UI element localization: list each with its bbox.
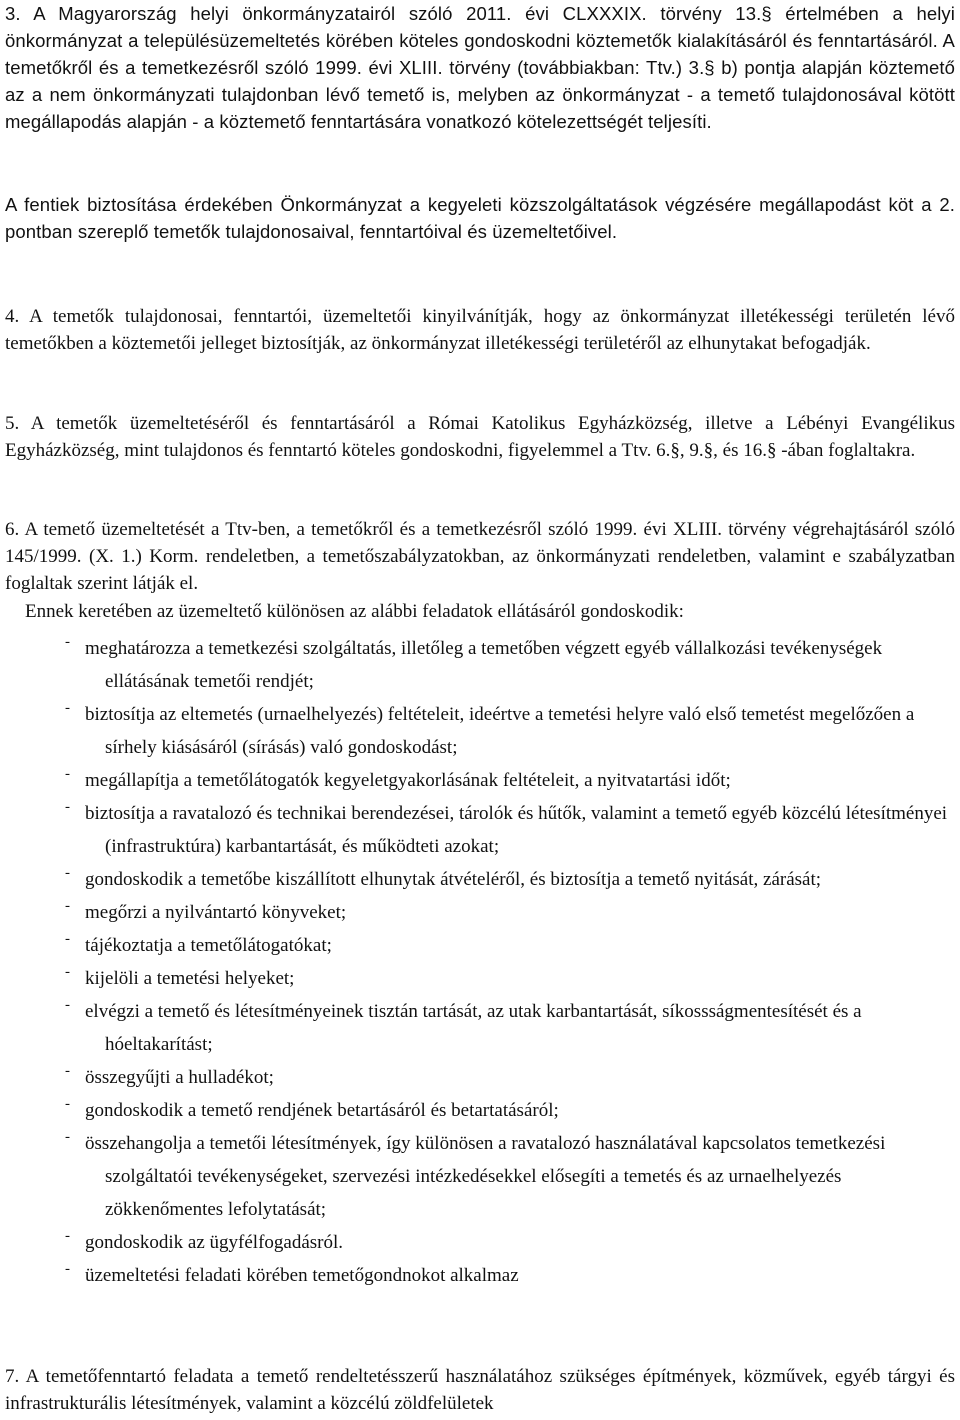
paragraph-3-agreement: A fentiek biztosítása érdekében Önkormányzat a kegyeleti közszolgáltatások végzésére megállapodást köt a 2. pontban szereplő temetők tulajdonosaival, fenntartóival és üzemeltetőivel. [5,194,955,242]
task-list-item [65,863,960,896]
task-list-item [65,995,960,1061]
task-list [65,632,960,1292]
paragraph-6: 6. A temető üzemeltetését a Ttv-ben, a temetőkről és a temetkezésről szóló 1999. évi XLIII. törvény végrehajtásáról szóló 145/1999. (X. 1.) Korm. rendeletben, a temetőszabályzatokban, az önkormányzati rendeletben, valamint e szabályzatban foglaltak szerint látják el. [5,519,955,594]
task-text: gondoskodik a temetőbe kiszállított elhunytak átvételéről, és biztosítja a temető nyitását, zárását; [85,869,822,890]
task-list-item [65,1061,960,1094]
list-dash-marker: - [65,997,70,1013]
task-list-item [65,896,960,929]
task-list-item [65,929,960,962]
task-text: kijelöli a temetési helyeket; [85,968,295,989]
list-dash-marker: - [65,964,70,980]
list-dash-marker: - [65,634,70,650]
task-text: tájékoztatja a temetőlátogatókat; [85,935,332,956]
list-dash-marker: - [65,1063,70,1079]
paragraph-6-intro: Ennek keretében az üzemeltető különösen az alábbi feladatok ellátásáról gondoskodik: [25,601,684,622]
task-text: üzemeltetési feladati körében temetőgondnokot alkalmaz [85,1265,519,1286]
task-text: gondoskodik a temető rendjének betartásáról és betartatásáról; [85,1100,559,1121]
list-dash-marker: - [65,865,70,881]
list-dash-marker: - [65,1228,70,1244]
list-dash-marker: - [65,799,70,815]
task-list-item [65,1094,960,1127]
task-text: meghatározza a temetkezési szolgáltatás, illetőleg a temetőben végzett egyéb vállalkozási tevékenységek ellátásának temetői rendjét; [85,638,883,692]
list-dash-marker: - [65,700,70,716]
task-text: biztosítja az eltemetés (urnaelhelyezés) feltételeit, ideértve a temetési helyre való első temetést megelőzően a sírhely kiásásáról (sírásás) való gondoskodást; [85,704,915,758]
task-list-item [65,1226,960,1259]
task-list-item [65,632,960,698]
task-list-item [65,1127,960,1226]
task-list-item [65,764,960,797]
task-text: elvégzi a temető és létesítményeinek tisztán tartását, az utak karbantartását, síkossságmentesítését és a hóeltakarítást; [85,1001,862,1055]
task-text: összegyűjti a hulladékot; [85,1067,274,1088]
task-list-item [65,797,960,863]
paragraph-7: 7. A temetőfenntartó feladata a temető rendeltetésszerű használatához szükséges építmények, közművek, egyéb tárgyi és infrastrukturális létesítmények, valamint a közcélú zöldfelületek [5,1366,955,1414]
list-dash-marker: - [65,898,70,914]
paragraph-3: 3. A Magyarország helyi önkormányzatairól szóló 2011. évi CLXXXIX. törvény 13.§ értelmében a helyi önkormányzat a településüzemeltetés körében köteles gondoskodni köztemetők kialakításáról és fenntartásáról. A temetőkről és a temetkezésről szóló 1999. évi XLIII. törvény (továbbiakban: Ttv.) 3.§ b) pontja alapján köztemető az a nem önkormányzati tulajdonban lévő temető is, melyben az önkormányzat - a temető tulajdonosával kötött megállapodás alapján - a köztemető fenntartására vonatkozó kötelezettségét teljesíti. [5,3,955,132]
task-text: biztosítja a ravatalozó és technikai berendezései, tárolók és hűtők, valamint a temető egyéb közcélú létesítményei (infrastruktúra) karbantartását, és működteti azokat; [85,803,948,857]
task-list-item [65,962,960,995]
list-dash-marker: - [65,1096,70,1112]
task-text: gondoskodik az ügyfélfogadásról. [85,1232,344,1253]
list-dash-marker: - [65,931,70,947]
task-text: összehangolja a temetői létesítmények, így különösen a ravatalozó használatával kapcsolatos temetkezési szolgáltatói tevékenységeket, szervezési intézkedésekkel elősegíti a temetés és az urnaelhelyezés zökkenőmentes lefolytatását; [85,1133,886,1220]
task-text: megőrzi a nyilvántartó könyveket; [85,902,347,923]
list-dash-marker: - [65,1129,70,1145]
list-dash-marker: - [65,766,70,782]
paragraph-4: 4. A temetők tulajdonosai, fenntartói, üzemeltetői kinyilvánítják, hogy az önkormányzat illetékességi területén lévő temetőkben a köztemetői jelleget biztosítják, az önkormányzat illetékességi területéről az elhunytakat befogadják. [5,306,955,354]
list-dash-marker: - [65,1261,70,1277]
task-text: megállapítja a temetőlátogatók kegyeletgyakorlásának feltételeit, a nyitvatartási időt; [85,770,731,791]
task-list-item [65,698,960,764]
task-list-item [65,1259,960,1292]
paragraph-5: 5. A temetők üzemeltetéséről és fenntartásáról a Római Katolikus Egyházközség, illetve a Lébényi Evangélikus Egyházközség, mint tulajdonos és fenntartó köteles gondoskodni, figyelemmel a Ttv. 6.§, 9.§, és 16.§ -ában foglaltakra. [5,413,955,461]
